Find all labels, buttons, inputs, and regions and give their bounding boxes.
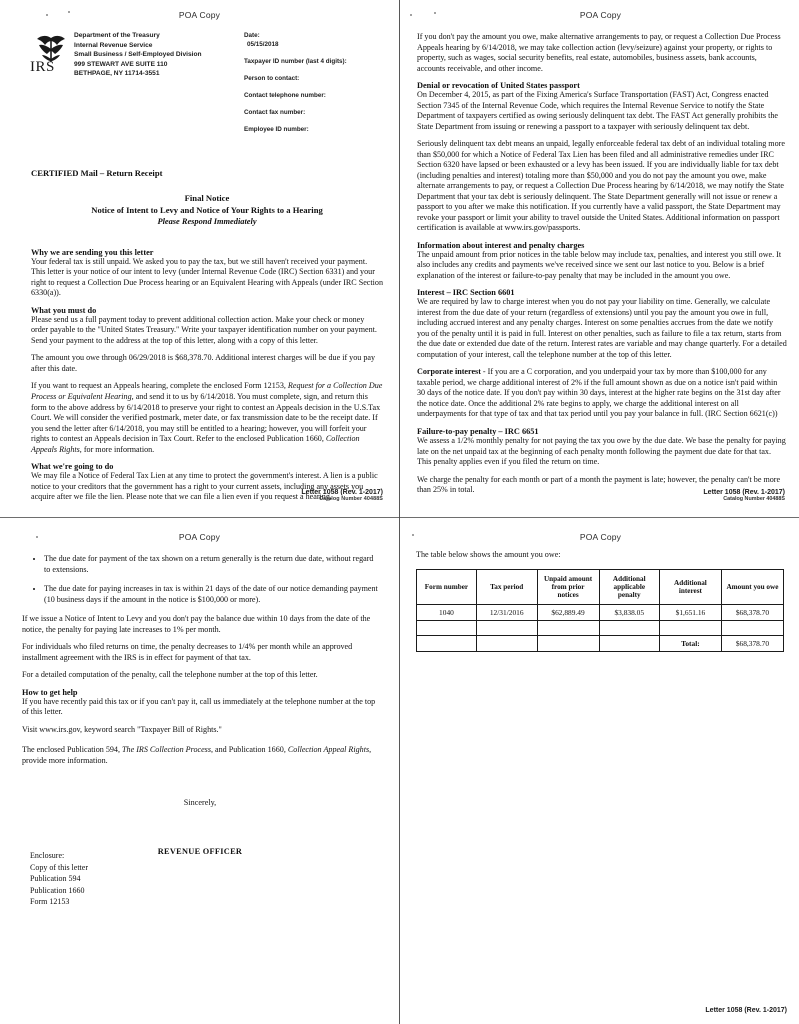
page-1-footer: [301, 489, 383, 502]
scan-speck: [68, 11, 70, 13]
table-intro-text: The table below shows the amount you owe:: [416, 550, 561, 559]
table-row-empty: [417, 621, 784, 636]
enclosure-block: [30, 850, 88, 908]
signature-sincerely: Sincerely,: [183, 798, 217, 808]
enclosure-label: Enclosure:: [30, 851, 65, 860]
scan-speck: [434, 12, 436, 14]
cell-empty: [599, 636, 659, 652]
letter-body-page-2: [417, 32, 787, 503]
amount-you-owe-table: [416, 569, 784, 652]
appeals-text-a: If you want to request an Appeals hearing, complete the enclosed Form 12153,: [31, 381, 288, 391]
scan-speck: [410, 14, 412, 16]
bullet-return-due-date: • The due date for payment of the tax shown on a return generally is the return due date, without regard to extensions.: [44, 554, 378, 575]
cell-tax-period: 12/31/2016: [476, 605, 537, 621]
column-header-amount-you-owe: Amount you owe: [721, 570, 783, 605]
section-heading-interest-penalty-info: Information about interest and penalty charges: [417, 240, 585, 250]
poa-watermark-3: POA Copy: [178, 532, 221, 542]
paragraph-amount-owed: The amount you owe through 06/29/2018 is $68,378.70. Additional interest charges will be due if you pay after this date.: [31, 353, 376, 373]
agency-line-4: 999 STEWART AVE SUITE 110: [74, 60, 168, 68]
field-contact-fax: [244, 108, 347, 117]
cell-additional-interest: $1,651.16: [659, 605, 721, 621]
cell-empty: [537, 636, 599, 652]
section-heading-passport: Denial or revocation of United States passport: [417, 81, 580, 91]
page-4-footer: [705, 1007, 787, 1014]
paragraph-collection-action: If you don't pay the amount you owe, make alternative arrangements to pay, or request a Collection Due Process Appeals hearing by 6/14/2018, we may take collection action (levy/seizure) against your property, or rights to property, such as wages, social security benefits, real estate, automobiles, business assets, bank accounts, accounts receivable, and other income.: [417, 32, 781, 73]
paragraph-detailed-computation: For a detailed computation of the penalty, call the telephone number at the top of this letter.: [22, 670, 318, 680]
table-row-total: [417, 636, 784, 652]
letter-page-4: [402, 520, 799, 1024]
notice-title-intent-to-levy: Notice of Intent to Levy and Notice of Your Rights to a Hearing: [91, 205, 323, 216]
agency-line-2: Internal Revenue Service: [74, 41, 153, 49]
employee-id-label: Employee ID number:: [244, 126, 309, 134]
catalog-number-1: Catalog Number 40488S: [319, 496, 383, 502]
paragraph-federal-tax-lien: We may file a Notice of Federal Tax Lien at any time to protect the government's interest. A lien is a public notice to your creditors that the government has a right to your current assets, including any assets you acquire after we file the lien. Please note that we can file a lien even if you request a hearing.: [31, 471, 378, 502]
poa-watermark: POA Copy: [178, 10, 221, 20]
column-header-form-number: Form number: [417, 570, 477, 605]
paragraph-call-us: If you have recently paid this tax or if you can't pay it, call us immediately at the telephone number at the top of this letter.: [22, 696, 376, 717]
cell-empty: [476, 621, 537, 636]
cell-form-number: 1040: [417, 605, 477, 621]
field-taxpayer-id: [244, 57, 347, 66]
contact-telephone-label: Contact telephone number:: [244, 92, 326, 100]
cell-empty: [659, 621, 721, 636]
agency-line-3: Small Business / Self-Employed Division: [74, 51, 202, 59]
table-body: [417, 605, 784, 652]
notice-title-final-notice: Final Notice: [184, 193, 230, 203]
letter-page-1: [0, 0, 399, 516]
letter-body-page-1: [31, 168, 383, 510]
paragraph-seriously-delinquent: Seriously delinquent tax debt means an unpaid, legally enforceable federal tax debt of an individual totaling more than $50,000 for which a Notice of Federal Tax Lien has been filed and all administrative remedies under IRC Section 6320 have lapsed or been exhausted or a levy has been issued. If you are individually liable for tax debt (including penalties and interest) totaling more than $50,000 and you do not pay the amount you owe, make alternate arrangements to pay, or request a Collection Due Process hearing by 6/14/2018, we may notify the State Department that your tax debt is seriously delinquent. The State Department generally will not issue or renew a passport to you after we make this notification. If you currently have a valid passport, the State Department may revoke your passport or limit your ability to travel outside the United States. Additional information on passport certification is available at www.irs.gov/passports.: [417, 139, 785, 233]
page-2-footer: [703, 489, 785, 502]
cell-empty: [476, 636, 537, 652]
total-label: Total:: [659, 636, 721, 652]
paragraph-send-payment: Please send us a full payment today to prevent additional collection action. Make your check or money order payable to the "United States Treasury." Write your taxpayer identification number on your payment. Send your payment to the address at the top of this letter, along with a copy of this letter.: [31, 314, 377, 345]
cell-empty: [537, 621, 599, 636]
scan-speck: [46, 14, 48, 16]
page-fold-vertical-divider: [399, 0, 400, 1024]
paragraph-penalty-cap: We charge the penalty for each month or part of a month the payment is late; however, the penalty can't be more than 25% in total.: [417, 474, 781, 495]
signature-revenue-officer: REVENUE OFFICER: [157, 847, 243, 857]
column-header-additional-penalty: Additional applicable penalty: [599, 570, 659, 605]
cell-empty: [599, 621, 659, 636]
letter-number-4: Letter 1058 (Rev. 1-2017): [705, 1007, 787, 1014]
publication-1660-title-p3: Collection Appeal Rights: [287, 745, 370, 755]
scan-speck: [412, 534, 414, 536]
enclosure-item: Publication 594: [30, 874, 81, 884]
paragraph-interest-calculation: We are required by law to charge interest when you do not pay your liability on time. Generally, we calculate interest from the due date of your return (regardless of extensions) until you pay the amount you owe in full, including accrued interest and any penalty charges. Interest on some penalties accrues from the date we notify you of the penalty until it is paid in full. Interest on other penalties, such as failure to file a tax return, starts from the due date or extended due date of the return. Interest rates are variable and may change quarterly. For a detailed computation of your interest, call the telephone number at the top of this letter.: [417, 297, 787, 359]
table-row: [417, 605, 784, 621]
person-to-contact-label: Person to contact:: [244, 75, 300, 83]
paragraph-corporate-interest: [417, 367, 787, 420]
cell-empty: [417, 636, 477, 652]
bullet-increases-in-tax: • The due date for paying increases in tax is within 21 days of the date of our notice demanding payment (10 business days if the amount in the notice is $100,000 or more).: [44, 584, 378, 605]
letter-meta-fields: [244, 31, 347, 142]
paragraph-visit-irs-gov: Visit www.irs.gov, keyword search "Taxpayer Bill of Rights.": [22, 724, 222, 734]
cell-unpaid-amount: $62,889.49: [537, 605, 599, 621]
pub-text-c: , provide more information.: [22, 745, 372, 765]
paragraph-fast-act: On December 4, 2015, as part of the Fixing America's Surface Transportation (FAST) Act, Congress enacted Section 7345 of the Internal Revenue Code, which requires the Internal Revenue Service to notify the State Department of taxpayers certified as owing seriously delinquent tax debt. The FAST Act generally prohibits the State Department from issuing or renewing a passport to a taxpayer with seriously delinquent tax debt.: [417, 90, 778, 131]
paragraph-failure-to-pay: We assess a 1/2% monthly penalty for not paying the tax you owe by the due date. We base the penalty for paying late on the net unpaid tax at the beginning of each penalty month following the payment due date for that tax. This penalty applies even if you filed the return on time.: [417, 435, 786, 467]
field-employee-id: [244, 125, 347, 134]
poa-watermark-4: POA Copy: [579, 532, 622, 542]
section-heading-how-to-get-help: How to get help: [22, 687, 78, 697]
appeals-text-b: , and send it to us by 6/14/2018. You must complete, sign, and return this form to the above address by 6/14/2018 to preserve your right to contest an Appeals decision in the U.S.Tax Court. We will consider the verified postmark, meter date, or fax transmission date to be the receipt date. If you send the letter after 6/14/2018, you may still be entitled to a hearing; however, you will forfeit your rights to contest an Appeals decision in Tax Court. Refer to the enclosed Publication 1660,: [31, 391, 381, 444]
letter-body-page-3: [22, 550, 378, 907]
paragraph-why-sending: Your federal tax is still unpaid. We asked you to pay the tax, but we still haven't received your payment. This letter is your notice of our intent to levy (under Internal Revenue Code (IRC) Section 6331) and your right to request a Collection Due Process hearing or an Equivalent Hearing with Appeals (under IRC Section 6330(a)).: [31, 256, 383, 298]
field-date: [244, 31, 347, 50]
catalog-number-2: Catalog Number 40488S: [723, 496, 785, 502]
contact-fax-label: Contact fax number:: [244, 109, 306, 117]
notice-title-respond-immediately: Please Respond Immediately: [157, 217, 257, 227]
irs-wordmark: IRS: [30, 59, 55, 75]
page-fold-horizontal-divider: [0, 517, 799, 518]
field-person-to-contact: [244, 74, 347, 83]
enclosure-item: Form 12153: [30, 897, 70, 907]
date-label: Date:: [244, 32, 260, 39]
column-header-unpaid-amount: Unpaid amount from prior notices: [537, 570, 599, 605]
paragraph-unpaid-amount-info: The unpaid amount from prior notices in the table below may include tax, penalties, and interest you still owe. It also includes any credits and payments we've received since we sent our last notice to you. Below is a brief explanation of the interest or failure-to-pay penalty that may be included in the amount you owe.: [417, 249, 782, 280]
poa-watermark-2: POA Copy: [579, 10, 622, 20]
paragraph-enclosed-publications: [22, 745, 378, 766]
agency-line-5: BETHPAGE, NY 11714-3551: [74, 70, 160, 78]
enclosure-item: Publication 1660: [30, 885, 85, 895]
letter-number-1: Letter 1058 (Rev. 1-2017): [301, 489, 383, 496]
paragraph-appeals-hearing: [31, 381, 383, 455]
section-heading-why-sending: Why we are sending you this letter: [31, 247, 154, 257]
section-heading-what-were-going-to-do: What we're going to do: [31, 462, 114, 472]
cell-amount-you-owe: $68,378.70: [721, 605, 783, 621]
scan-speck: [36, 536, 38, 538]
pub-text-b: , and Publication 1660,: [210, 745, 288, 755]
section-heading-failure-to-pay: Failure-to-pay penalty – IRC 6651: [417, 426, 539, 436]
publication-1660-title: Collection Appeals Rights: [31, 434, 360, 454]
total-value: $68,378.70: [721, 636, 783, 652]
cell-empty: [721, 621, 783, 636]
agency-address-block: [74, 31, 202, 79]
section-heading-what-you-must-do: What you must do: [31, 305, 97, 315]
certified-mail-line: CERTIFIED Mail – Return Receipt: [31, 168, 163, 178]
appeals-text-c: , for more information.: [79, 444, 155, 454]
notice-title-block: [31, 192, 383, 228]
paragraph-notice-of-intent-penalty: If we issue a Notice of Intent to Levy and you don't pay the balance due within 10 days from the date of the notice, the penalty for paying late increases to 1% per month.: [22, 614, 371, 634]
paragraph-installment-agreement: For individuals who filed returns on time, the penalty decreases to 1/4% per month while an approved installment agreement with the IRS is in effect for payment of that tax.: [22, 642, 353, 662]
cell-additional-penalty: $3,838.05: [599, 605, 659, 621]
column-header-tax-period: Tax period: [476, 570, 537, 605]
letter-body-page-4: [416, 550, 786, 652]
field-contact-telephone: [244, 91, 347, 100]
taxpayer-id-label: Taxpayer ID number (last 4 digits):: [244, 58, 347, 66]
date-value: 05/15/2018: [247, 41, 279, 49]
letter-number-2: Letter 1058 (Rev. 1-2017): [703, 489, 785, 496]
table-header-row: [417, 570, 784, 605]
column-header-additional-interest: Additional interest: [659, 570, 721, 605]
pub-text-a: The enclosed Publication 594,: [22, 745, 123, 755]
section-heading-interest-6601: Interest – IRC Section 6601: [417, 288, 515, 298]
publication-594-title: The IRS Collection Process: [122, 745, 211, 755]
corporate-interest-text: - If you are a C corporation, and you underpaid your tax by more than $100,000 for any taxable period, we charge additional interest of 2% if the full amount shown as due on a notice isn't paid within 30 days of the notice date. If you don't pay within 30 days, interest at the higher rate begins on the 31st day after the notice date. Once the additional 2% rate begins to apply, we charge the additional interest on all underpayments for that type of tax and that tax period until you pay your balance in full. (IRC Section 6621(c)): [417, 367, 781, 419]
corporate-interest-label: Corporate interest: [417, 367, 481, 377]
letter-page-2: [402, 0, 799, 516]
due-date-bullet-list: [22, 554, 378, 605]
form-12153-title: Request for a Collection Due Process or Equivalent Hearing: [31, 381, 383, 401]
agency-line-1: Department of the Treasury: [74, 32, 160, 39]
enclosure-item: Copy of this letter: [30, 862, 88, 872]
letter-page-3: [0, 520, 399, 1024]
cell-empty: [417, 621, 477, 636]
